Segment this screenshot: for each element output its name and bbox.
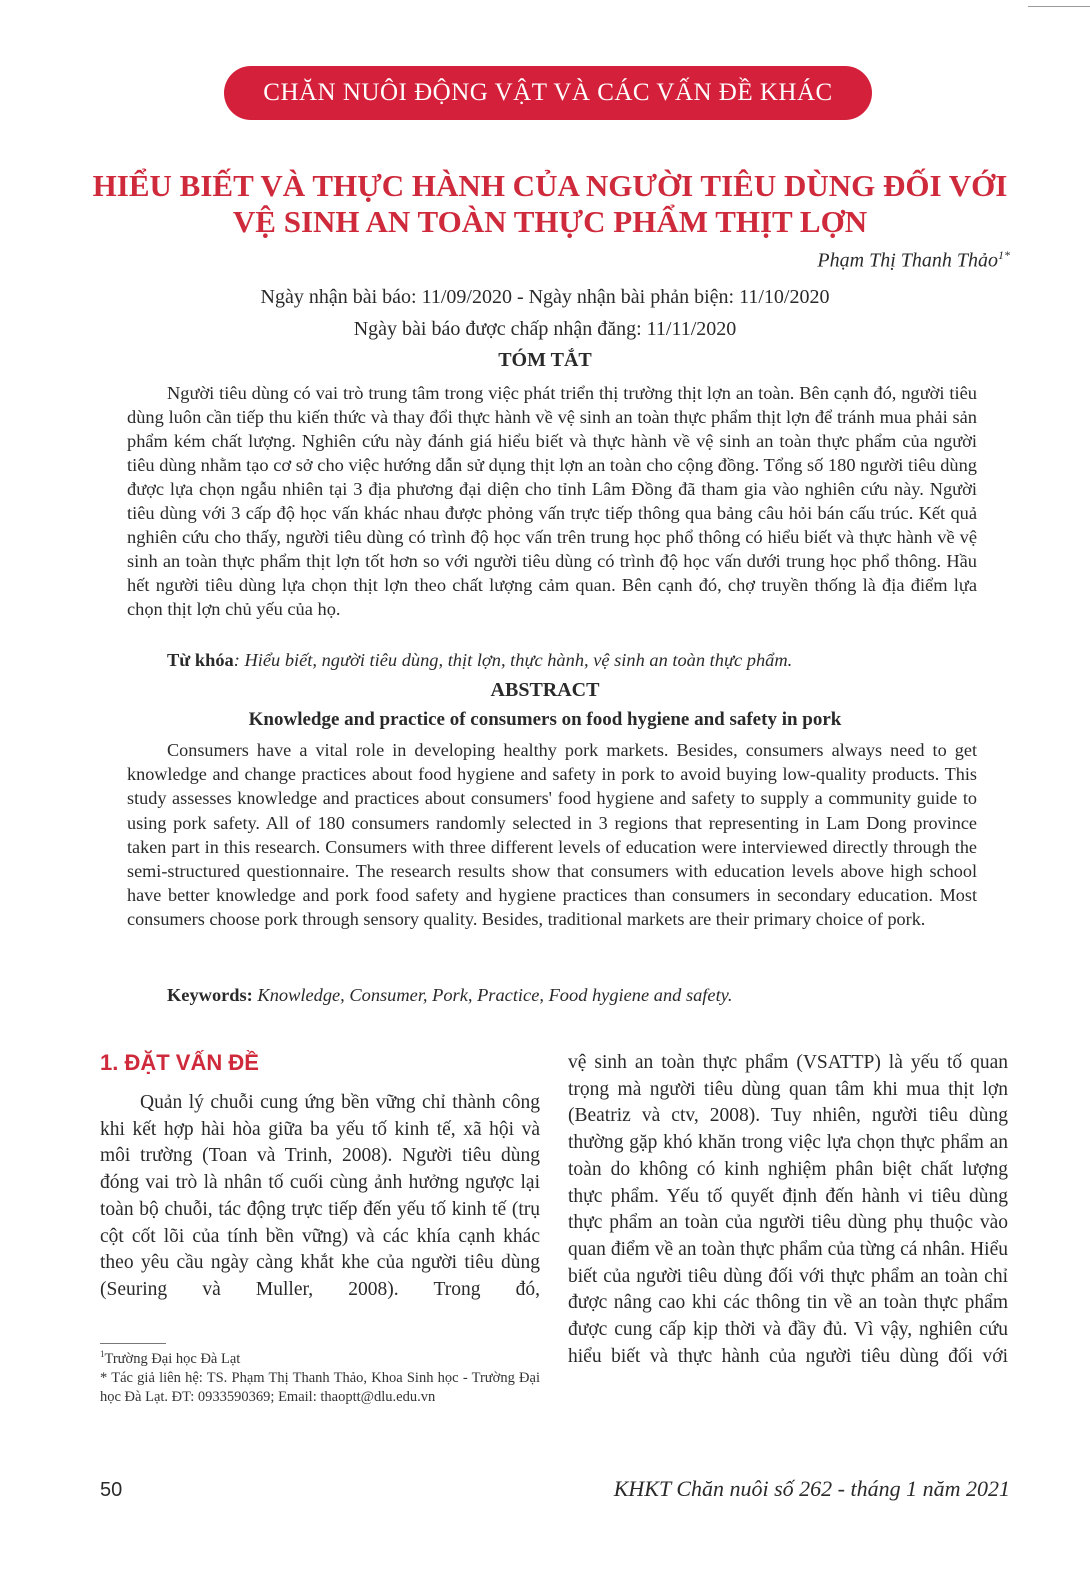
author-name: Phạm Thị Thanh Thảo bbox=[817, 249, 998, 272]
footnote-affiliation-text: Trường Đại học Đà Lạt bbox=[104, 1350, 241, 1367]
section-1-left-column bbox=[100, 1090, 540, 1304]
journal-reference: KHKT Chăn nuôi số 262 - tháng 1 năm 2021 bbox=[613, 1476, 1010, 1501]
article-title-line-1: HIỂU BIẾT VÀ THỰC HÀNH CỦA NGƯỜI TIÊU DÙNG ĐỐI VỚI bbox=[92, 168, 1008, 203]
section-banner-label: CHĂN NUÔI ĐỘNG VẬT VÀ CÁC VẤN ĐỀ KHÁC bbox=[263, 79, 833, 106]
received-dates: Ngày nhận bài báo: 11/09/2020 - Ngày nhận bài phản biện: 11/10/2020 bbox=[260, 286, 830, 308]
section-1-right-text: vệ sinh an toàn thực phẩm (VSATTP) là yếu tố quan trọng mà người tiêu dùng quan tâm khi mua thịt lợn (Beatriz và ctv, 2008). Tuy nhiên, người tiêu dùng thường gặp khó khăn trong việc lựa chọn thực phẩm an toàn do không có kinh nghiệm phân biệt chất lượng thực phẩm. Yếu tố quyết định đến hành vi tiêu dùng thực phẩm an toàn của người tiêu dùng phụ thuộc vào quan điểm về an toàn thực phẩm của từng cá nhân. Hiểu biết của người tiêu dùng đối với thực phẩm an toàn chỉ được nâng cao khi các thông tin về an toàn thực phẩm được cung cấp kịp thời và đầy đủ. Vì vậy, nghiên cứu hiểu biết và thực hành của người tiêu dùng đối với bbox=[568, 1052, 1008, 1367]
keywords-vn: Từ khóa: Hiểu biết, người tiêu dùng, thịt lợn, thực hành, vệ sinh an toàn thực phẩm. bbox=[167, 650, 793, 670]
author-marks: 1* bbox=[998, 248, 1010, 262]
summary-heading: TÓM TẮT bbox=[498, 349, 592, 371]
keywords-vn-label: Từ khóa bbox=[167, 650, 234, 670]
abstract-heading: ABSTRACT bbox=[490, 679, 600, 701]
footnote-mark: 1 bbox=[100, 1349, 105, 1359]
author bbox=[817, 248, 1010, 273]
section-1-left-text: Quản lý chuỗi cung ứng bền vững chỉ thành công khi kết hợp hài hòa giữa ba yếu tố kinh tế, xã hội và môi trường (Toan và Trinh, 2008). Người tiêu dùng đóng vai trò là nhân tố cuối cùng ảnh hưởng ngược lại toàn bộ chuỗi, tác động trực tiếp đến yếu tố kinh tế (trụ cột cốt lõi của tính bền vững) và các khía cạnh khác theo yêu cầu ngày càng khắt khe của người tiêu dùng (Seuring và Muller, 2008). Trong đó, bbox=[100, 1092, 540, 1300]
keywords-vn-list: Hiểu biết, người tiêu dùng, thịt lợn, thực hành, vệ sinh an toàn thực phẩm. bbox=[244, 650, 793, 670]
abstract-title: Knowledge and practice of consumers on food hygiene and safety in pork bbox=[248, 709, 842, 730]
summary-text: Người tiêu dùng có vai trò trung tâm trong việc phát triển thị trường thịt lợn an toàn. Bên cạnh đó, người tiêu dùng luôn cần tiếp thu kiến thức và thay đổi thực hành về vệ sinh an toàn thực phẩm thịt lợn để tránh mua phải sản phẩm kém chất lượng. Nghiên cứu này đánh giá hiểu biết và thực hành về vệ sinh an toàn thực phẩm của người tiêu dùng nhằm tạo cơ sở cho việc hướng dẫn sử dụng thịt lợn an toàn cho cộng đồng. Tổng số 180 người tiêu dùng được lựa chọn ngẫu nhiên tại 3 địa phương đại diện cho tỉnh Lâm Đồng đã tham gia vào nghiên cứu này. Người tiêu dùng với 3 cấp độ học vấn khác nhau được phỏng vấn trực tiếp thông qua bảng câu hỏi bán cấu trúc. Kết quả nghiên cứu cho thấy, người tiêu dùng có trình độ học vấn trên trung học phổ thông có hiểu biết và thực hành về vệ sinh an toàn thực phẩm thịt lợn tốt hơn so với người tiêu dùng có trình độ học vấn dưới trung học phổ thông. Hầu hết người tiêu dùng lựa chọn thịt lợn theo chất lượng cảm quan. Bên cạnh đó, chợ truyền thống là địa điểm lựa chọn thịt lợn chủ yếu của họ. bbox=[127, 383, 977, 619]
keywords-en-list: Knowledge, Consumer, Pork, Practice, Food hygiene and safety. bbox=[257, 985, 733, 1005]
section-1-right-column bbox=[568, 1050, 1008, 1370]
footnotes bbox=[100, 1345, 540, 1407]
page-number: 50 bbox=[100, 1479, 123, 1501]
section-1-heading: 1. ĐẶT VẤN ĐỀ bbox=[100, 1050, 259, 1075]
section-banner bbox=[224, 66, 872, 120]
footnote-rule bbox=[100, 1343, 166, 1344]
footnote-affiliation bbox=[100, 1345, 540, 1369]
keywords-en bbox=[167, 985, 732, 1006]
keywords-en-label: Keywords: bbox=[167, 985, 253, 1005]
article-title-line-2: VỆ SINH AN TOÀN THỰC PHẨM THỊT LỢN bbox=[232, 204, 868, 239]
accepted-date: Ngày bài báo được chấp nhận đăng: 11/11/2020 bbox=[353, 318, 737, 340]
footnote-contact: * Tác giả liên hệ: TS. Phạm Thị Thanh Thảo, Khoa Sinh học - Trường Đại học Đà Lạt. ĐT: 0933590369; Email: thaoptt@dlu.edu.vn bbox=[100, 1369, 540, 1405]
top-rule bbox=[1028, 6, 1090, 7]
abstract-text: Consumers have a vital role in developing healthy pork markets. Besides, consumers always need to get knowledge and change practices about food hygiene and safety in pork to avoid buying low-quality products. This study assesses knowledge and practices about consumers' food hygiene and safety to supply a community guide to using pork safety. All of 180 consumers randomly selected in 3 regions that representing in Lam Dong province taken part in this research. Consumers with three different levels of education were interviewed directly through the semi-structured questionnaire. The research results show that consumers with education levels above high school have better knowledge and pork food safety and hygiene practices than consumers in secondary education. Most consumers choose pork through sensory quality. Besides, traditional markets are their primary choice of pork. bbox=[127, 740, 977, 930]
